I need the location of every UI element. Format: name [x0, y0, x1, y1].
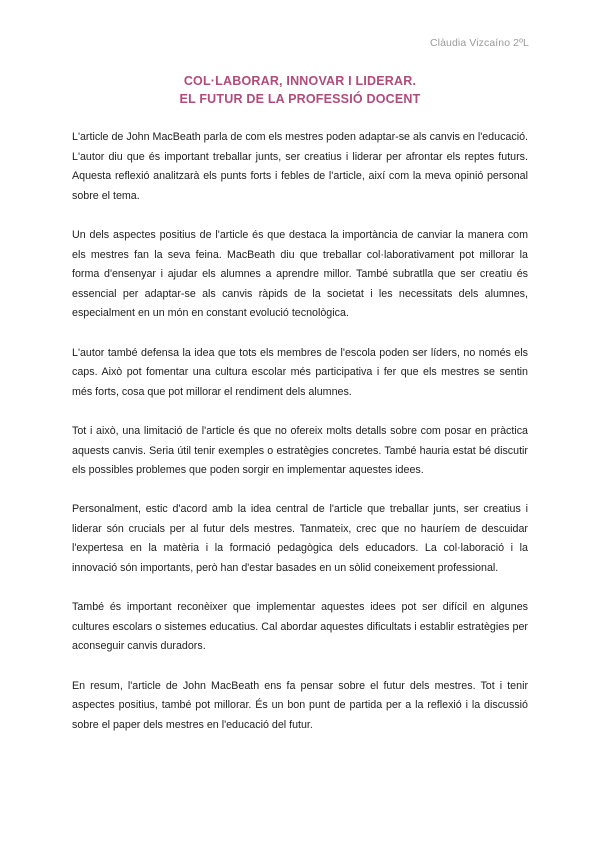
paragraph-personal-opinion: Personalment, estic d'acord amb la idea central de l'article que treballar junts, ser creatius i liderar són crucials per al futur dels mestres. Tanmateix, crec que no hauríem de descuidar l'expertesa en la matèria i la formació pedagògica dels educadors. La col·laboració i la innovació són importants, però han d'estar basades en un sòlid coneixement professional.	[72, 503, 528, 575]
paragraph-challenges: També és important reconèixer que implementar aquestes idees pot ser difícil en algunes cultures escolars o sistemes educatius. Cal abordar aquestes dificultats i establir estratègies per aconseguir canvis duradors.	[72, 601, 528, 653]
paragraph-positive-aspects: Un dels aspectes positius de l'article és que destaca la importància de canviar la manera com els mestres fan la seva feina. MacBeath diu que treballar col·laborativament pot millorar la forma d'ensenyar i ajudar els alumnes a aprendre millor. També subratlla que ser creatiu és essencial per adaptar-se als canvis ràpids de la societat i les necessitats dels alumnes, especialment en un món en constant evolució tecnològica.	[72, 228, 528, 320]
title-line-2: EL FUTUR DE LA PROFESSIÓ DOCENT	[179, 92, 421, 106]
paragraph-limitations: Tot i això, una limitació de l'article és que no ofereix molts detalls sobre com posar en pràctica aquests canvis. Seria útil tenir exemples o estratègies concretes. També hauria estat bé discutir els possibles problemes que poden sorgir en implementar aquestes idees.	[72, 424, 528, 477]
paragraph-introduction: L'article de John MacBeath parla de com els mestres poden adaptar-se als canvis en l'educació. L'autor diu que és important treballar junts, ser creatius i liderar per afrontar els reptes futurs. Aquesta reflexió analitzarà els punts forts i febles de l'article, així com la meva opinió personal sobre el tema.	[72, 131, 528, 202]
document-title	[72, 72, 528, 108]
header-author: Clàudia Vizcaíno 2ºL	[429, 37, 529, 49]
paragraph-leadership: L'autor també defensa la idea que tots els membres de l'escola poden ser líders, no només els caps. Això pot fomentar una cultura escolar més participativa i fer que els mestres se sentin més forts, cosa que pot millorar el rendiment dels alumnes.	[72, 346, 528, 398]
document-body	[72, 128, 528, 755]
title-line-1: COL·LABORAR, INNOVAR I LIDERAR.	[183, 74, 417, 88]
paragraph-conclusion: En resum, l'article de John MacBeath ens fa pensar sobre el futur dels mestres. Tot i tenir aspectes positius, també pot millorar. És un bon punt de partida per a la reflexió i la discussió sobre el paper dels mestres en l'educació del futur.	[72, 679, 528, 731]
